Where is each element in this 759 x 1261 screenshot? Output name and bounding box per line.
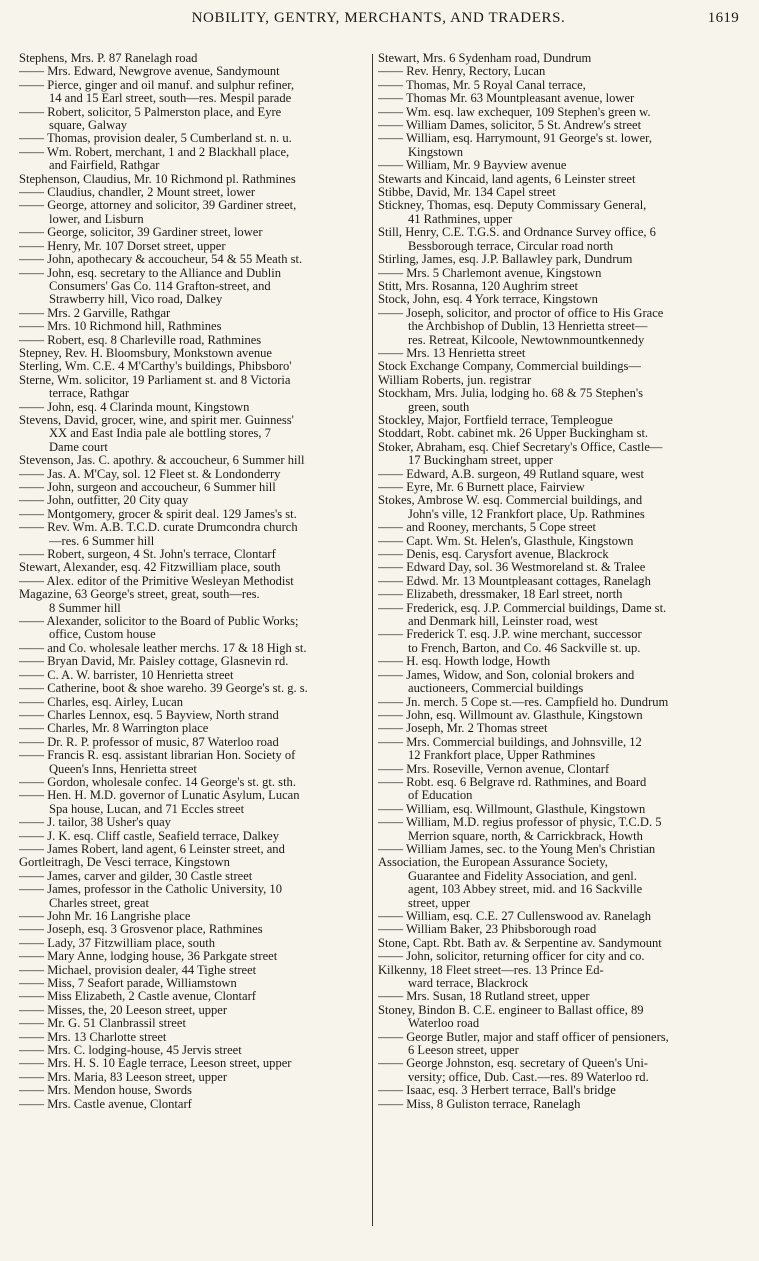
directory-line: 6 Leeson street, upper <box>408 1044 519 1058</box>
directory-line: Bessborough terrace, Circular road north <box>408 239 614 253</box>
directory-line: —— William Baker, 23 Phibsborough road <box>378 923 597 937</box>
directory-line: —— Denis, esq. Carysfort avenue, Blackrock <box>378 548 609 562</box>
directory-line: —— James, carver and gilder, 30 Castle street <box>19 869 253 883</box>
directory-line: —— Joseph, solicitor, and proctor of office to His Grace <box>378 306 664 320</box>
directory-line: —— Joseph, esq. 3 Grosvenor place, Rathmines <box>19 923 263 937</box>
directory-line: Sterne, Wm. solicitor, 19 Parliament st. and 8 Victoria <box>19 373 291 387</box>
directory-line: —— Robert, surgeon, 4 St. John's terrace, Clontarf <box>19 548 276 562</box>
directory-line: Stoney, Bindon B. C.E. engineer to Ballast office, 89 <box>378 1003 644 1017</box>
right-column <box>378 52 740 1111</box>
directory-line: Stevenson, Jas. C. apothry. & accoucheur, 6 Summer hill <box>19 454 305 468</box>
directory-line: to French, Barton, and Co. 46 Sackville st. up. <box>408 641 641 655</box>
directory-line: —— Mrs. C. lodging-house, 45 Jervis street <box>19 1044 242 1058</box>
directory-line: John's ville, 12 Frankfort place, Up. Rathmines <box>408 507 645 521</box>
directory-line: —— Bryan David, Mr. Paisley cottage, Glasnevin rd. <box>19 655 289 669</box>
directory-line: —— Joseph, Mr. 2 Thomas street <box>378 722 548 736</box>
directory-line: green, south <box>408 400 470 414</box>
directory-line: terrace, Rathgar <box>49 387 130 401</box>
directory-line: —— John, apothecary & accoucheur, 54 & 55 Meath st. <box>19 253 303 267</box>
directory-line: 8 Summer hill <box>49 601 121 615</box>
directory-line: —— Edwd. Mr. 13 Mountpleasant cottages, Ranelagh <box>378 574 651 588</box>
directory-line: Stockley, Major, Fortfield terrace, Templeogue <box>378 413 613 427</box>
directory-line: Stevens, David, grocer, wine, and spirit mer. Guinness' <box>19 413 294 427</box>
directory-line: square, Galway <box>49 119 128 133</box>
directory-line: —— Mrs. 2 Garville, Rathgar <box>19 306 171 320</box>
directory-line: and Denmark hill, Leinster road, west <box>408 615 598 629</box>
directory-line: auctioneers, Commercial buildings <box>408 682 584 696</box>
directory-line: Stewarts and Kincaid, land agents, 6 Leinster street <box>378 172 636 186</box>
directory-line: Magazine, 63 George's street, great, south—res. <box>19 588 260 602</box>
directory-line: —— Charles, Mr. 8 Warrington place <box>19 722 209 736</box>
page-header <box>18 10 739 34</box>
directory-line: —— Misses, the, 20 Leeson street, upper <box>19 1003 228 1017</box>
directory-line: —— William, esq. C.E. 27 Cullenswood av. Ranelagh <box>378 910 652 923</box>
directory-line: Consumers' Gas Co. 114 Grafton-street, and <box>49 279 271 293</box>
directory-line: —— Miss, 8 Guliston terrace, Ranelagh <box>378 1097 581 1111</box>
directory-line: —— H. esq. Howth lodge, Howth <box>378 655 551 669</box>
directory-line: —— Charles Lennox, esq. 5 Bayview, North strand <box>19 708 279 722</box>
directory-line: Stock Exchange Company, Commercial buildings— <box>378 360 641 374</box>
directory-line: Waterloo road <box>408 1017 480 1031</box>
directory-line: —— Thomas, provision dealer, 5 Cumberland st. n. u. <box>19 132 292 146</box>
directory-line: —— Jas. A. M'Cay, sol. 12 Fleet st. & Londonderry <box>19 467 281 481</box>
directory-line: —— Rev. Wm. A.B. T.C.D. curate Drumcondra church <box>19 521 298 535</box>
directory-line: Guarantee and Fidelity Association, and genl. <box>408 869 637 883</box>
directory-line: —— Mrs. Commercial buildings, and Johnsville, 12 <box>378 735 642 749</box>
directory-line: —— Edward Day, sol. 36 Westmoreland st. & Tralee <box>378 561 646 575</box>
directory-line: —— Alex. editor of the Primitive Wesleyan Methodist <box>19 574 294 588</box>
directory-line: —— Thomas, Mr. 5 Royal Canal terrace, <box>378 78 586 92</box>
directory-line: —— Montgomery, grocer & spirit deal. 129 James's st. <box>19 507 297 521</box>
directory-line: Stephenson, Claudius, Mr. 10 Richmond pl. Rathmines <box>19 172 296 186</box>
directory-line: 41 Rathmines, upper <box>408 212 513 226</box>
directory-line: —— Mrs. 13 Charlotte street <box>19 1030 167 1044</box>
directory-line: —— Eyre, Mr. 6 Burnett place, Fairview <box>378 481 585 494</box>
directory-line: Stirling, James, esq. J.P. Ballawley park, Dundrum <box>378 253 633 267</box>
directory-line: Charles street, great <box>49 896 149 910</box>
directory-line: —res. 6 Summer hill <box>49 534 155 548</box>
directory-line: —— Charles, esq. Airley, Lucan <box>19 695 183 709</box>
directory-line: —— J. tailor, 38 Usher's quay <box>19 816 171 830</box>
directory-line: —— Dr. R. P. professor of music, 87 Waterloo road <box>19 735 279 749</box>
directory-line: Stickney, Thomas, esq. Deputy Commissary General, <box>378 199 647 213</box>
directory-line: —— John, esq. secretary to the Alliance and Dublin <box>19 266 282 280</box>
directory-line: —— Thomas Mr. 63 Mountpleasant avenue, lower <box>378 92 635 106</box>
directory-line: —— Edward, A.B. surgeon, 49 Rutland square, west <box>378 467 645 481</box>
directory-line: —— Mrs. Susan, 18 Rutland street, upper <box>378 990 590 1004</box>
directory-line: of Education <box>408 789 473 803</box>
directory-line: office, Custom house <box>49 628 156 642</box>
directory-line: —— Miss Elizabeth, 2 Castle avenue, Clontarf <box>19 990 256 1004</box>
directory-line: —— Wm. esq. law exchequer, 109 Stephen's green w. <box>378 105 651 119</box>
directory-line: Stewart, Mrs. 6 Sydenham road, Dundrum <box>378 52 592 65</box>
directory-line: agent, 103 Abbey street, mid. and 16 Sackville <box>408 883 643 897</box>
directory-line: —— Mrs. Edward, Newgrove avenue, Sandymount <box>19 65 280 79</box>
directory-line: Strawberry hill, Vico road, Dalkey <box>49 293 223 307</box>
directory-line: —— Claudius, chandler, 2 Mount street, lower <box>19 186 256 200</box>
directory-line: —— Frederick, esq. J.P. Commercial buildings, Dame st. <box>378 601 667 615</box>
directory-line: —— Lady, 37 Fitzwilliam place, south <box>19 936 216 950</box>
directory-line: Still, Henry, C.E. T.G.S. and Ordnance Survey office, 6 <box>378 226 656 240</box>
directory-line: ward terrace, Blackrock <box>408 977 529 991</box>
directory-line: —— Miss, 7 Seafort parade, Williamstown <box>19 977 237 991</box>
directory-line: —— James, Widow, and Son, colonial brokers and <box>378 668 635 682</box>
directory-line: —— Jn. merch. 5 Cope st.—res. Campfield ho. Dundrum <box>378 695 669 709</box>
directory-line: —— William, M.D. regius professor of physic, T.C.D. 5 <box>378 816 662 830</box>
directory-line: —— Pierce, ginger and oil manuf. and sulphur refiner, <box>19 78 295 92</box>
page-number: 1619 <box>707 10 739 26</box>
directory-line: —— Mrs. Maria, 83 Leeson street, upper <box>19 1070 228 1084</box>
directory-line: —— Mrs. 13 Henrietta street <box>378 346 526 360</box>
directory-line: —— James Robert, land agent, 6 Leinster street, and <box>19 842 285 856</box>
directory-line: Stephens, Mrs. P. 87 Ranelagh road <box>19 52 198 65</box>
directory-line: —— Robert, esq. 8 Charleville road, Rathmines <box>19 333 262 347</box>
left-column <box>19 52 377 1111</box>
directory-line: 14 and 15 Earl street, south—res. Mespil parade <box>49 92 292 106</box>
directory-line: —— Mr. G. 51 Clanbrassil street <box>19 1017 186 1031</box>
directory-line: —— Robert, solicitor, 5 Palmerston place, and Eyre <box>19 105 282 119</box>
directory-line: —— John, surgeon and accoucheur, 6 Summer hill <box>19 481 276 494</box>
directory-line: Queen's Inns, Henrietta street <box>49 762 197 776</box>
directory-line: Kilkenny, 18 Fleet street—res. 13 Prince Ed- <box>378 963 604 977</box>
directory-line: 12 Frankfort place, Upper Rathmines <box>408 749 596 763</box>
directory-line: —— Catherine, boot & shoe wareho. 39 George's st. g. s. <box>19 682 308 696</box>
directory-line: versity; office, Dub. Cast.—res. 89 Waterloo rd. <box>408 1070 649 1084</box>
directory-line: Merrion square, north, & Carrickbrack, Howth <box>408 829 643 843</box>
directory-line: —— William James, sec. to the Young Men's Christian <box>378 842 656 856</box>
directory-line: —— Mrs. Castle avenue, Clontarf <box>19 1097 192 1111</box>
directory-line: Association, the European Assurance Society, <box>378 856 608 870</box>
directory-line: —— Capt. Wm. St. Helen's, Glasthule, Kingstown <box>378 534 634 548</box>
directory-line: —— John, solicitor, returning officer for city and co. <box>378 950 645 964</box>
directory-line: —— George Butler, major and staff officer of pensioners, <box>378 1030 669 1044</box>
directory-line: —— Mary Anne, lodging house, 36 Parkgate street <box>19 950 278 964</box>
directory-line: Stibbe, David, Mr. 134 Capel street <box>378 186 556 200</box>
directory-line: —— Mrs. 10 Richmond hill, Rathmines <box>19 320 222 334</box>
directory-line: res. Retreat, Kilcoole, Newtownmountkennedy <box>408 333 645 347</box>
directory-line: Stokes, Ambrose W. esq. Commercial buildings, and <box>378 494 643 508</box>
directory-line: —— William Dames, solicitor, 5 St. Andrew's street <box>378 119 642 133</box>
directory-line: —— Henry, Mr. 107 Dorset street, upper <box>19 239 226 253</box>
directory-line: Stitt, Mrs. Rosanna, 120 Aughrim street <box>378 279 579 293</box>
directory-line: —— Wm. Robert, merchant, 1 and 2 Blackhall place, <box>19 145 290 159</box>
directory-line: —— James, professor in the Catholic University, 10 <box>19 883 282 897</box>
directory-line: —— Alexander, solicitor to the Board of Public Works; <box>19 615 299 629</box>
directory-line: —— Hen. H. M.D. governor of Lunatic Asylum, Lucan <box>19 789 300 803</box>
directory-line: Stoddart, Robt. cabinet mk. 26 Upper Buckingham st. <box>378 427 649 441</box>
directory-line: Sterling, Wm. C.E. 4 M'Carthy's buildings, Phibsboro' <box>19 360 292 374</box>
directory-line: —— Rev. Henry, Rectory, Lucan <box>378 65 546 79</box>
running-title: NOBILITY, GENTRY, MERCHANTS, AND TRADERS. <box>191 10 566 26</box>
directory-line: Spa house, Lucan, and 71 Eccles street <box>49 802 245 816</box>
directory-line: —— John Mr. 16 Langrishe place <box>19 910 191 923</box>
directory-line: —— Mrs. Mendon house, Swords <box>19 1084 192 1098</box>
directory-line: —— Mrs. 5 Charlemont avenue, Kingstown <box>378 266 602 280</box>
directory-line: —— Elizabeth, dressmaker, 18 Earl street, north <box>378 588 623 602</box>
directory-line: Stepney, Rev. H. Bloomsbury, Monkstown avenue <box>19 346 273 360</box>
directory-line: lower, and Lisburn <box>49 212 144 226</box>
directory-line: —— John, esq. 4 Clarinda mount, Kingstown <box>19 400 250 414</box>
directory-line: Kingstown <box>408 145 464 159</box>
directory-line: Stone, Capt. Rbt. Bath av. & Serpentine av. Sandymount <box>378 936 662 950</box>
directory-line: —— Gordon, wholesale confec. 14 George's st. gt. sth. <box>19 775 296 789</box>
directory-line: 17 Buckingham street, upper <box>408 454 553 468</box>
directory-line: —— Mrs. Roseville, Vernon avenue, Clontarf <box>378 762 610 776</box>
directory-line: XX and East India pale ale bottling stores, 7 <box>49 427 271 441</box>
directory-line: street, upper <box>408 896 471 910</box>
directory-line: the Archbishop of Dublin, 13 Henrietta street— <box>408 320 648 334</box>
directory-line: —— John, esq. Willmount av. Glasthule, Kingstown <box>378 708 643 722</box>
directory-line: and Fairfield, Rathgar <box>49 159 160 173</box>
directory-line: —— George, attorney and solicitor, 39 Gardiner street, <box>19 199 297 213</box>
directory-line: Dame court <box>49 440 108 454</box>
directory-line: —— Isaac, esq. 3 Herbert terrace, Ball's bridge <box>378 1084 616 1098</box>
directory-line: Stockham, Mrs. Julia, lodging ho. 68 & 75 Stephen's <box>378 387 644 401</box>
directory-line: Stock, John, esq. 4 York terrace, Kingstown <box>378 293 598 307</box>
directory-line: —— William, esq. Harrymount, 91 George's st. lower, <box>378 132 652 146</box>
directory-line: William Roberts, jun. registrar <box>378 373 532 387</box>
directory-line: —— George, solicitor, 39 Gardiner street, lower <box>19 226 263 240</box>
directory-line: —— J. K. esq. Cliff castle, Seafield terrace, Dalkey <box>19 829 280 843</box>
directory-line: —— Robt. esq. 6 Belgrave rd. Rathmines, and Board <box>378 775 647 789</box>
directory-line: —— Francis R. esq. assistant librarian Hon. Society of <box>19 749 296 763</box>
directory-line: —— Frederick T. esq. J.P. wine merchant, successor <box>378 628 642 642</box>
directory-line: Stoker, Abraham, esq. Chief Secretary's Office, Castle— <box>378 440 663 454</box>
directory-line: —— Mrs. H. S. 10 Eagle terrace, Leeson street, upper <box>19 1057 292 1071</box>
directory-line: Gortleitragh, De Vesci terrace, Kingstown <box>19 856 230 870</box>
directory-line: —— C. A. W. barrister, 10 Henrietta street <box>19 668 234 682</box>
directory-line: —— John, outfitter, 20 City quay <box>19 494 189 508</box>
directory-line: —— and Co. wholesale leather merchs. 17 & 18 High st. <box>19 641 307 655</box>
directory-line: Stewart, Alexander, esq. 42 Fitzwilliam place, south <box>19 561 281 575</box>
directory-line: —— William, esq. Willmount, Glasthule, Kingstown <box>378 802 646 816</box>
directory-line: —— George Johnston, esq. secretary of Queen's Uni- <box>378 1057 648 1071</box>
directory-line: —— and Rooney, merchants, 5 Cope street <box>378 521 597 535</box>
directory-line: —— William, Mr. 9 Bayview avenue <box>378 159 567 173</box>
directory-line: —— Michael, provision dealer, 44 Tighe street <box>19 963 257 977</box>
